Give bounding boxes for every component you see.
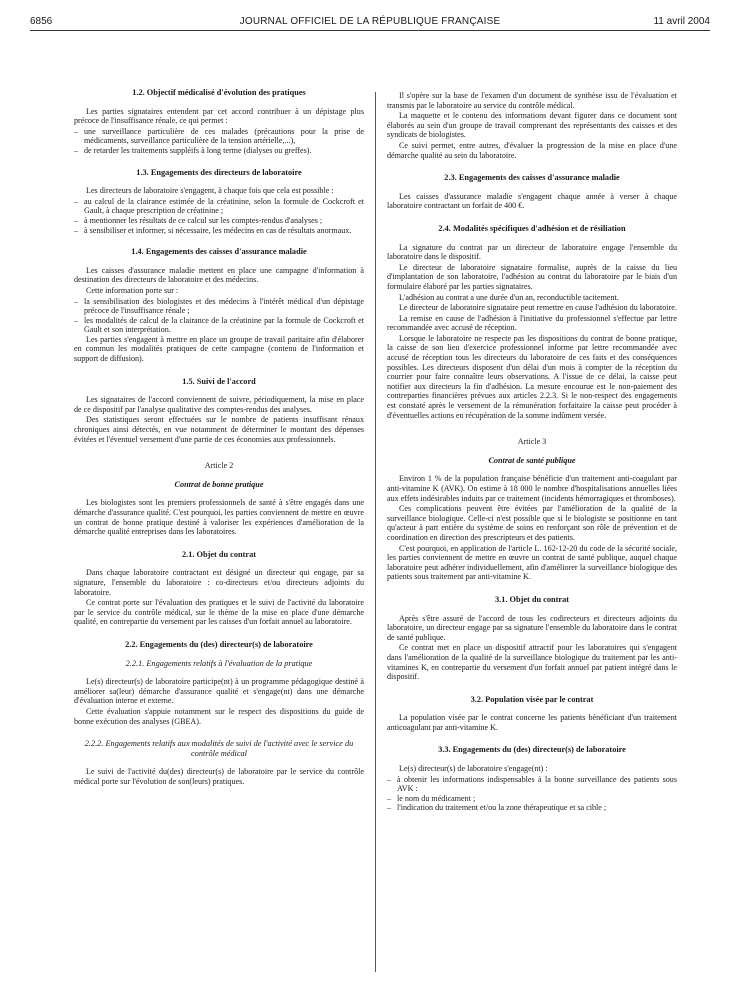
paragraph: Dans chaque laboratoire contractant est désigné un directeur qui engage, par sa signature, l'ensemble du laboratoire : co-directeurs et/ou directeurs adjoints du laboratoire. [74,568,364,597]
paragraph: Les parties signataires entendent par cet accord contribuer à un dépistage plus précoce de l'insuffisance rénale, ce qui permet : [74,106,364,126]
section-heading: 3.2. Population visée par le contrat [470,694,594,704]
issue-date: 11 avril 2004 [653,16,710,27]
section-heading: 3.3. Engagements du (des) directeur(s) de laboratoire [438,745,626,755]
paragraph: Le(s) directeur(s) de laboratoire participe(nt) à un programme pédagogique destiné à améliorer sa(leur) démarche d'assurance qualité et s'engage(nt) dans une démarche d'évaluation interne et externe. [74,677,364,706]
paragraph: Les caisses d'assurance maladie s'engagent chaque année à verser à chaque laboratoire contractant un forfait de 400 €. [387,191,677,211]
list-item: – à obtenir les informations indispensables à la bonne surveillance des patients sous AVK : [387,775,677,794]
paragraph: Les biologistes sont les premiers professionnels de santé à s'être engagés dans une démarche d'assurance qualité. C'est pourquoi, les parties conviennent de mettre en œuvre un contrat de bonne pratique destiné à valoriser les expériences d'amélioration de la démarche qualité entreprises dans les laboratoires. [74,498,364,537]
list-item: – l'indication du traitement et/ou la zone thérapeutique et sa cible ; [387,803,677,813]
right-column [387,91,677,813]
paragraph: Ce contrat porte sur l'évaluation des pratiques et le suivi de l'activité du laboratoire par le service du contrôle médical, sur le thème de la mise en place d'une démarche qualité, en contrepartie du versement par les caisses d'un forfait annuel au laboratoire. [74,598,364,627]
article-title: Contrat de santé publique [488,455,576,465]
section-heading: 1.4. Engagements des caisses d'assurance maladie [131,247,307,257]
bullet-list [387,775,677,813]
page-number: 6856 [30,16,53,27]
paragraph: L'adhésion au contrat a une durée d'un an, reconductible tacitement. [399,292,619,302]
article-number: Article 3 [517,437,547,447]
subsection-heading: 2.2.2. Engagements relatifs aux modalités de suivi de l'activité avec le service du contrôle médical [84,739,354,758]
paragraph: Après s'être assuré de l'accord de tous les codirecteurs et directeurs adjoints du laboratoire, un directeur engage par sa signature l'ensemble du laboratoire dans le contrat de santé publique. [387,613,677,642]
paragraph: La remise en cause de l'adhésion à l'initiative du professionnel s'effectue par lettre recommandée avec accusé de réception. [387,313,677,333]
paragraph: Cette évaluation s'appuie notamment sur le respect des dispositions du guide de bonne exécution des analyses (GBEA). [74,706,364,726]
paragraph: Les parties s'engagent à mettre en place un groupe de travail paritaire afin d'élaborer en commun les modalités pratiques de cette campagne (contenu de l'information et support de diffusion). [74,334,364,364]
paragraph: La population visée par le contrat concerne les patients bénéficiant d'un traitement anticoagulant par anti-vitamine K. [387,713,677,732]
section-heading: 1.2. Objectif médicalisé d'évolution des pratiques [132,88,306,97]
section-heading: 2.1. Objet du contrat [182,549,256,559]
section-heading: 2.4. Modalités spécifiques d'adhésion et de résiliation [438,223,626,233]
paragraph: Ce suivi permet, entre autres, d'évaluer la progression de la mise en place d'une démarche qualité au sein du laboratoire. [387,140,677,160]
column-divider [375,92,376,972]
subsection-heading: 2.2.1. Engagements relatifs à l'évaluation de la pratique [125,658,313,668]
list-item: – le nom du médicament ; [387,794,677,804]
paragraph: La signature du contrat par un directeur de laboratoire engage l'ensemble du laboratoire dans le dispositif. [387,242,677,262]
list-item: – une surveillance particulière de ces malades (précautions pour la prise de médicaments, surveillance particulière de la tension artérielle,...), [74,127,364,146]
paragraph: C'est pourquoi, en application de l'article L. 162-12-20 du code de la sécurité sociale, les parties conviennent de mettre en œuvre un contrat de santé publique, auquel chaque laboratoire peut adhérer individuellement, afin d'améliorer la surveillance biologique des patients sous traitement par anti-vitamine K. [387,543,677,582]
section-heading: 1.3. Engagements des directeurs de laboratoire [136,167,302,177]
journal-title: JOURNAL OFFICIEL DE LA RÉPUBLIQUE FRANÇAISE [239,16,501,27]
list-item: – les modalités de calcul de la clairance de la créatinine par la formule de Cockcroft et Gault et son interprétation. [74,316,364,335]
paragraph: Ces complications peuvent être évitées par l'amélioration de la qualité de la surveillance biologique. Celle-ci n'est possible que si le biologiste se positionne en tant qu'acteur à part entière du système de soins en renforçant son rôle de prévention et de coordination en direction des prescripteurs et des patients. [387,504,677,542]
list-item: – au calcul de la clairance estimée de la créatinine, selon la formule de Cockcroft et Gault, à chaque prescription de créatinine ; [74,197,364,216]
paragraph: Environ 1 % de la population française bénéficie d'un traitement anti-coagulant par anti-vitamine K (AVK). On estime à 18 000 le nombre d'hospitalisations annuelles liées aux effets indésirables induits par ce traitement (incidents hémorragiques et thromboses). [387,474,677,503]
article-number: Article 2 [204,461,234,471]
paragraph: Les caisses d'assurance maladie mettent en place une campagne d'information à destination des directeurs de laboratoire et des médecins. [74,265,364,285]
paragraph: Les signataires de l'accord conviennent de suivre, périodiquement, la mise en place de ce dispositif par l'analyse qualitative des comptes-rendus des analyses. [74,395,364,414]
paragraph: Ce contrat met en place un dispositif attractif pour les laboratoires qui s'engagent dans l'amélioration de la qualité de la surveillance biologique du traitement par les anti-vitamines K, en contrepartie du versement d'un forfait annuel par patient intégré dans le dispositif. [387,643,677,682]
paragraph: Les directeurs de laboratoire s'engagent, à chaque fois que cela est possible : [86,186,334,196]
article-title: Contrat de bonne pratique [174,479,264,489]
paragraph: Le(s) directeur(s) de laboratoire s'engage(nt) : [399,764,548,774]
paragraph: Des statistiques seront effectuées sur le nombre de patients insuffisant rénaux chroniques ainsi détectés, en vue notamment de déterminer le montant des dépenses évitées et l'éventuel versement d'une partie de ces économies aux professionnels. [74,415,364,444]
paragraph: Lorsque le laboratoire ne respecte pas les dispositions du contrat de bonne pratique, la caisse de son lieu d'exercice professionnel informe par lettre recommandée avec accusé de réception tous les directeurs du laboratoire de ces faits et des conséquences possibles. Les directeurs disposent d'un délai d'un mois à compter de la réception du courrier pour faire connaître leurs observations. A l'issue de ce délai, la caisse peut notifier aux directeurs la fin d'adhésion. La mesure encourue est le non-paiement des contreparties financières prévues aux articles 2.2.3. Si le non-respect des engagements est constaté après le versement de la rémunération forfaitaire la caisse peut procéder à d'éventuelles actions en récupération de la somme indûment versée. [387,333,677,420]
paragraph: Cette information porte sur : [86,285,179,295]
list-item: – à sensibiliser et informer, si nécessaire, les médecins en cas de résultats anormaux. [74,226,364,236]
list-item: – de retarder les traitements suppléifs à long terme (dialyses ou greffes). [74,146,364,156]
list-item: – la sensibilisation des biologistes et des médecins à l'intérêt médical d'un dépistage précoce de l'insuffisance rénale ; [74,297,364,316]
bullet-list [74,127,364,156]
paragraph: Le directeur de laboratoire signataire formalise, auprès de la caisse du lieu d'implantation de son laboratoire, l'adhésion au contrat du laboratoire par le biais d'un formulaire élaboré par les parties signataires. [387,262,677,291]
section-heading: 2.3. Engagements des caisses d'assurance maladie [444,173,620,183]
bullet-list [74,297,364,335]
paragraph: Il s'opère sur la base de l'examen d'un document de synthèse issu de l'évaluation et transmis par le laboratoire au service du contrôle médical. [387,91,677,110]
header-rule [30,30,710,31]
section-heading: 2.2. Engagements du (des) directeur(s) de laboratoire [125,639,313,649]
left-column [74,88,364,787]
paragraph: La maquette et le contenu des informations devant figurer dans ce document sont élaborés au sein d'un groupe de travail comprenant des représentants des caisses et des syndicats de biologistes. [387,111,677,140]
bullet-list [74,197,364,235]
list-item: – à mentionner les résultats de ce calcul sur les comptes-rendus d'analyses ; [74,216,364,226]
paragraph: Le directeur de laboratoire signataire peut remettre en cause l'adhésion du laboratoire. [399,303,677,313]
section-heading: 1.5. Suivi de l'accord [182,376,256,386]
paragraph: Le suivi de l'activité du(des) directeur(s) de laboratoire par le service du contrôle médical porte sur l'évolution de son(leurs) pratiques. [74,767,364,786]
section-heading: 3.1. Objet du contrat [495,594,569,604]
